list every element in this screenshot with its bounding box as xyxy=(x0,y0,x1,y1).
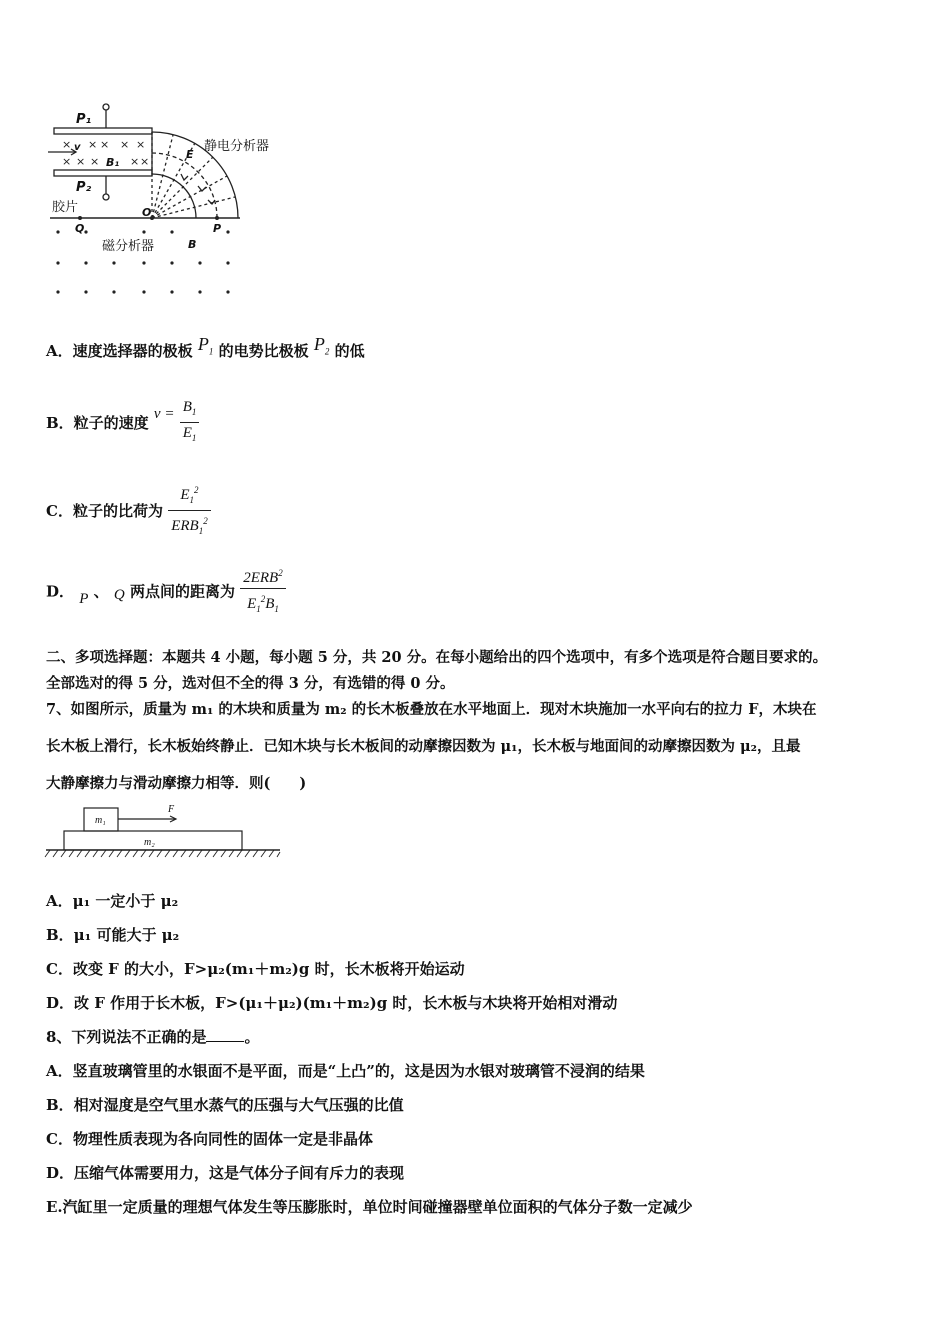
label-film: 胶片 xyxy=(52,200,79,215)
q8-option-d: D．压缩气体需要用力，这是气体分子间有斥力的表现 xyxy=(46,1164,405,1182)
block-board-figure xyxy=(44,800,284,862)
q7-line3: 大静摩擦力与滑动摩擦力相等．则( ) xyxy=(46,775,307,792)
q6-option-d xyxy=(46,563,286,619)
label-p: P xyxy=(213,222,222,235)
svg-text:×: × xyxy=(76,155,86,168)
label-b1: B₁ xyxy=(106,156,120,169)
plate-p1 xyxy=(54,128,152,134)
label-v: v xyxy=(74,142,81,153)
q6-d-fraction: $\frac{2ERB^2}{E_1^2B_1}$ xyxy=(240,563,286,619)
svg-text:×: × xyxy=(88,138,98,151)
section2-line1: 二、多项选择题：本题共 4 小题，每小题 5 分，共 20 分。在每小题给出的四个选项中，有多个选项是符合题目要求的。 xyxy=(46,649,828,666)
q6-d-mid: 两点间的距离为 xyxy=(129,582,235,601)
q6-b-fraction: $\frac{B_1}{E_1}$ xyxy=(180,397,200,448)
q7-option-a: A．μ₁ 一定小于 μ₂ xyxy=(46,892,179,910)
label-f: F xyxy=(168,804,175,815)
svg-text:×: × xyxy=(136,138,146,151)
mass-spectrometer-figure xyxy=(40,100,300,305)
q6-c-fraction: $\frac{E_1^2}{ERB_1^2}$ xyxy=(168,480,211,541)
label-p1: P₁ xyxy=(76,112,92,127)
label-electric-analyzer: 静电分析器 xyxy=(204,139,270,154)
q6-a-suffix: 的低 xyxy=(334,342,365,360)
q8-option-a: A．竖直玻璃管里的水银面不是平面，而是“上凸”的，这是因为水银对玻璃管不浸润的结果 xyxy=(46,1062,645,1080)
q6-a-prefix: A．速度选择器的极板 xyxy=(46,342,193,360)
svg-text:×: × xyxy=(100,138,110,151)
q8-stem: 8、下列说法不正确的是 。 xyxy=(46,1028,260,1046)
q6-option-a xyxy=(46,334,365,363)
label-p2: P₂ xyxy=(76,180,92,195)
svg-text:×: × xyxy=(130,155,140,168)
label-b: B xyxy=(188,238,197,251)
q8-option-c: C．物理性质表现为各向同性的固体一定是非晶体 xyxy=(46,1130,373,1148)
point-p xyxy=(215,216,219,220)
label-m1: m₁ xyxy=(95,815,106,826)
plate-p2 xyxy=(54,170,152,176)
svg-text:×: × xyxy=(62,138,72,151)
point-q xyxy=(78,216,82,220)
q6-b-v: v = xyxy=(153,406,175,422)
q7-option-b: B．μ₁ 可能大于 μ₂ xyxy=(46,926,180,944)
q6-a-p2: $P_2$ xyxy=(313,334,330,357)
svg-text:×: × xyxy=(90,155,100,168)
q8-option-e: E.汽缸里一定质量的理想气体发生等压膨胀时，单位时间碰撞器壁单位面积的气体分子数一定减少 xyxy=(46,1198,693,1216)
label-q: Q xyxy=(75,222,85,235)
q7-option-d: D．改 F 作用于长木板，F>(μ₁＋μ₂)(m₁＋m₂)g 时，长木板与木块将开始相对滑动 xyxy=(46,994,618,1012)
q6-d-sep: 、 xyxy=(93,582,109,601)
svg-text:×: × xyxy=(120,138,130,151)
q8-answer-blank xyxy=(206,1029,244,1042)
q6-d-p: P xyxy=(79,590,89,607)
label-magnetic-analyzer: 磁分析器 xyxy=(102,239,155,254)
q6-d-q: Q xyxy=(113,586,125,603)
q6-option-b xyxy=(46,397,199,448)
q6-a-mid: 的电势比极板 xyxy=(218,342,309,360)
q8-option-b: B．相对湿度是空气里水蒸气的压强与大气压强的比值 xyxy=(46,1096,404,1114)
q7-line1: 7、如图所示，质量为 m₁ 的木块和质量为 m₂ 的长木板叠放在水平地面上．现对木块施加一水平向右的拉力 F，木块在 xyxy=(46,701,817,718)
q7-option-c: C．改变 F 的大小，F>μ₂(m₁＋m₂)g 时，长木板将开始运动 xyxy=(46,960,465,978)
label-e: E xyxy=(186,148,194,161)
label-m2: m₂ xyxy=(144,837,155,848)
svg-text:×: × xyxy=(62,155,72,168)
svg-text:×: × xyxy=(140,155,150,168)
q6-b-prefix: B．粒子的速度 xyxy=(46,414,149,432)
q7-line2: 长木板上滑行，长木板始终静止．已知木块与长木板间的动摩擦因数为 μ₁，长木板与地面间的动摩擦因数为 μ₂，且最 xyxy=(46,738,801,755)
label-o: O xyxy=(142,206,152,219)
q6-option-c xyxy=(46,480,211,541)
q6-d-prefix: D． xyxy=(46,582,75,601)
section2-line2: 全部选对的得 5 分，选对但不全的得 3 分，有选错的得 0 分。 xyxy=(46,675,455,692)
q6-c-prefix: C．粒子的比荷为 xyxy=(46,502,163,520)
q6-a-p1: $P_1$ xyxy=(197,334,214,357)
